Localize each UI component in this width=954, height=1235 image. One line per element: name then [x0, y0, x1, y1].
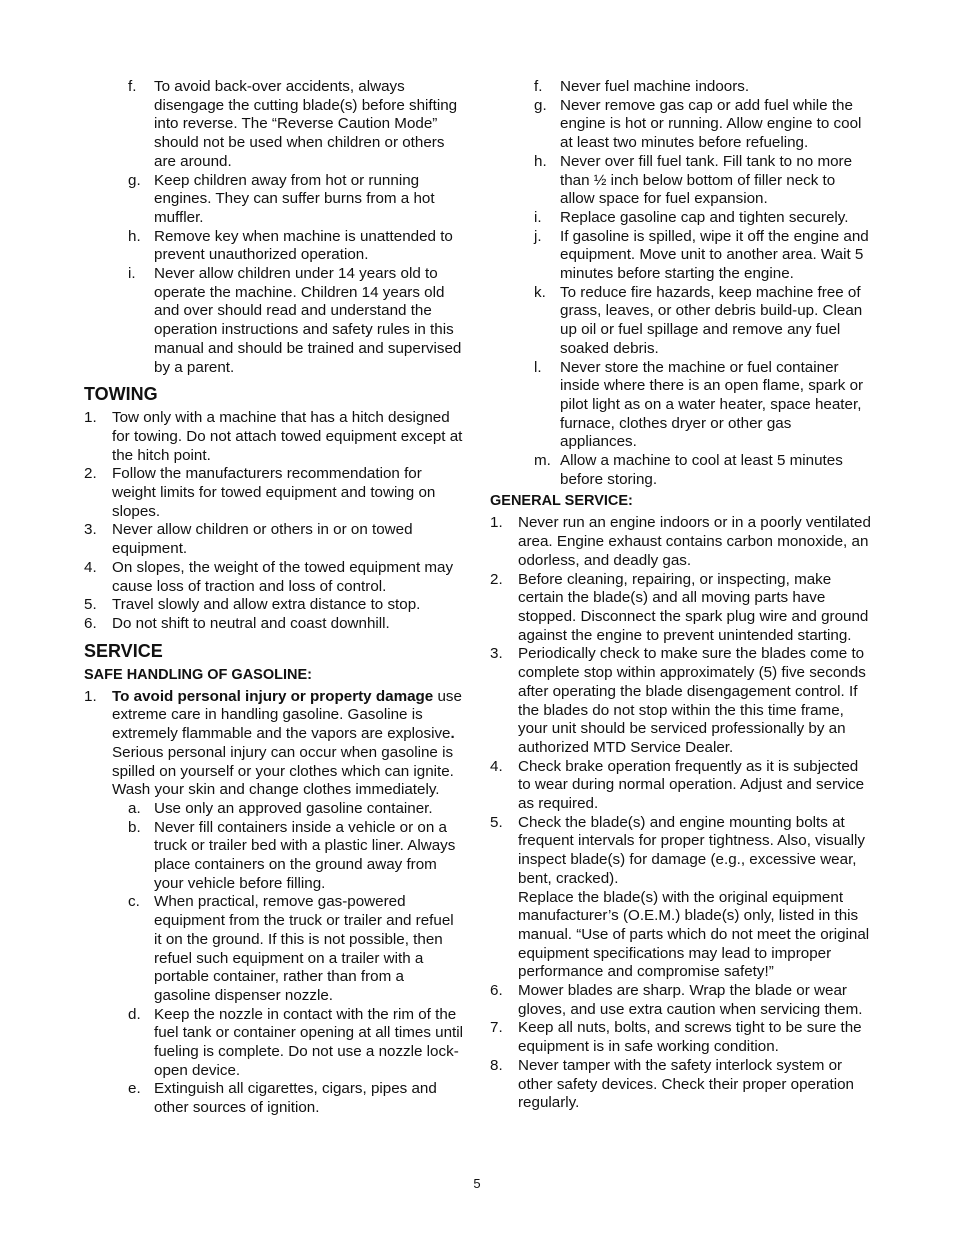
list-item-text: When practical, remove gas-powered equipment from the truck or trailer and refuel it on the ground. If this is not possible, then refuel such equipment on a trailer with a portable container, rather than from a gasoline dispenser nozzle. [154, 893, 454, 1004]
fuel-safety-list [490, 78, 872, 489]
list-marker: b. [128, 818, 141, 836]
list-item-text: Never over fill fuel tank. Fill tank to no more than ½ inch below bottom of filler neck to allow space for fuel expansion. [560, 152, 853, 208]
list-marker: f. [534, 78, 543, 95]
list-item [84, 465, 464, 521]
list-item [84, 1006, 464, 1081]
list-item [84, 559, 464, 596]
list-item-text: Remove key when machine is unattended to prevent unauthorized operation. [154, 227, 453, 264]
list-item-text: Keep children away from hot or running engines. They can suffer burns from a hot muffler. [154, 171, 435, 226]
list-item [490, 814, 872, 982]
list-item-text: Follow the manufacturers recommendation for weight limits for towed equipment and towing on slopes. [112, 465, 436, 520]
list-item-text: Never fill containers inside a vehicle or on a truck or trailer bed with a plastic liner. Always place containers on the ground away from your vehicle before filling. [154, 818, 456, 892]
list-marker: 2. [490, 570, 503, 588]
list-marker: 5. [490, 813, 503, 831]
list-item [84, 819, 464, 894]
list-item-text: Keep all nuts, bolts, and screws tight to be sure the equipment is in safe working condition. [518, 1019, 862, 1056]
list-item-text: Replace gasoline cap and tighten securely. [560, 208, 849, 226]
list-item-text: To reduce fire hazards, keep machine free of grass, leaves, or other debris build-up. Clean up oil or fuel spillage and remove any fuel soaked debris. [560, 283, 863, 357]
child-safety-list [84, 78, 464, 377]
list-item [84, 800, 464, 819]
right-column [490, 78, 872, 1113]
list-item-text: Periodically check to make sure the blades come to complete stop within approximately (5) five seconds after operating the blade disengagement control. If the blades do not stop within the this time frame, your unit should be serviced professionally by an authorized MTD Service Dealer. [518, 645, 866, 756]
list-item-continuation: Replace the blade(s) with the original equipment manufacturer’s (O.E.M.) blade(s) only, listed in this manual. “Use of parts which do not meet the original equipment specifications may lead to improper performance and compromise safety!” [518, 888, 870, 981]
left-column [84, 78, 464, 1118]
list-marker: c. [128, 893, 140, 911]
list-item-text: use extreme care in handling gasoline. Gasoline is extremely flammable and the vapors are explosive [112, 687, 462, 743]
list-item-text: Keep the nozzle in contact with the rim of the fuel tank or container opening at all times until fueling is complete. Do not use a nozzle lock-open device. [154, 1005, 463, 1079]
list-item-text: To avoid back-over accidents, always disengage the cutting blade(s) before shifting into reverse. The “Reverse Caution Mode” should not be used when children or others are around. [154, 78, 458, 170]
list-item-text: Never fuel machine indoors. [560, 78, 750, 95]
list-marker: i. [534, 208, 542, 226]
list-marker: l. [534, 358, 542, 376]
list-item [84, 688, 464, 800]
list-item [490, 1057, 872, 1113]
general-service-heading: GENERAL SERVICE: [490, 493, 633, 510]
list-item [84, 265, 464, 377]
gasoline-subheading: SAFE HANDLING OF GASOLINE: [84, 666, 312, 683]
gasoline-sub-list [84, 800, 464, 1118]
list-marker: h. [128, 227, 141, 245]
list-item [490, 452, 872, 489]
list-item [490, 153, 872, 209]
list-item [490, 645, 872, 757]
list-marker: 2. [84, 465, 97, 483]
list-item [490, 228, 872, 284]
list-item-text: If gasoline is spilled, wipe it off the engine and equipment. Move unit to another area. Wait 5 minutes before starting the engine. [560, 227, 869, 283]
list-item [84, 521, 464, 558]
list-item [490, 284, 872, 359]
list-item-text: Check the blade(s) and engine mounting bolts at frequent intervals for proper tightness. Also, visually inspect blade(s) for damage (e.g., excessive wear, bent, cracked). [518, 813, 865, 887]
list-item-text: Before cleaning, repairing, or inspecting, make certain the blade(s) and all moving parts have stopped. Disconnect the spark plug wire and ground against the engine to prevent unintended starting. [518, 570, 869, 644]
list-item [490, 514, 872, 570]
list-item [84, 893, 464, 1005]
list-marker: 8. [490, 1056, 503, 1074]
list-item-text: Check brake operation frequently as it is subjected to wear during normal operation. Adjust and service as required. [518, 757, 865, 813]
list-item-text: Extinguish all cigarettes, cigars, pipes and other sources of ignition. [154, 1080, 437, 1117]
list-item-text: Never run an engine indoors or in a poorly ventilated area. Engine exhaust contains carbon monoxide, an odorless, and deadly gas. [518, 514, 871, 569]
list-item-text: On slopes, the weight of the towed equipment may cause loss of traction and loss of control. [112, 558, 454, 595]
list-marker: d. [128, 1005, 141, 1023]
list-marker: 4. [490, 757, 503, 775]
list-marker: g. [534, 96, 547, 114]
list-marker: 4. [84, 558, 97, 576]
list-item [490, 1019, 872, 1056]
list-item-text: Do not shift to neutral and coast downhill. [112, 614, 390, 632]
warning-lead: To avoid personal injury or property damage [112, 687, 434, 705]
list-item [84, 78, 464, 172]
list-item-text: Travel slowly and allow extra distance to stop. [112, 596, 421, 614]
list-marker: i. [128, 265, 136, 283]
list-item-text: Never tamper with the safety interlock system or other safety devices. Check their proper operation regularly. [518, 1056, 854, 1112]
towing-heading: TOWING [84, 384, 158, 405]
list-marker: j. [534, 227, 542, 245]
list-marker: g. [128, 171, 141, 189]
list-marker: f. [128, 78, 137, 95]
list-item [490, 97, 872, 153]
list-item-text: Mower blades are sharp. Wrap the blade or wear gloves, and use extra caution when servicing them. [518, 982, 863, 1018]
towing-list [84, 409, 464, 633]
list-item-text: Use only an approved gasoline container. [154, 799, 433, 817]
bold-period: . [450, 725, 455, 743]
list-marker: h. [534, 152, 547, 170]
list-item [490, 758, 872, 814]
list-item [490, 359, 872, 453]
list-item [490, 571, 872, 646]
list-item [84, 1080, 464, 1117]
list-item-text: Never store the machine or fuel container inside where there is an open flame, spark or pilot light as on a water heater, space heater, furnace, clothes dryer or other gas appliances. [560, 358, 864, 451]
list-marker: 1. [84, 409, 97, 427]
list-marker: 5. [84, 596, 97, 614]
list-marker: e. [128, 1080, 141, 1098]
list-item [84, 228, 464, 265]
list-marker: 3. [490, 645, 503, 663]
list-item-text: Serious personal injury can occur when gasoline is spilled on yourself or your clothes which can ignite. Wash your skin and change clothes immediately. [112, 743, 454, 799]
list-item-text: Tow only with a machine that has a hitch designed for towing. Do not attach towed equipment except at the hitch point. [112, 409, 463, 464]
list-item [84, 172, 464, 228]
list-marker: a. [128, 799, 141, 817]
list-item-text: Never allow children or others in or on towed equipment. [112, 521, 413, 558]
list-item-text: Never allow children under 14 years old to operate the machine. Children 14 years old and over should read and understand the operation instructions and safety rules in this manual and should be trained and supervised by a parent. [154, 265, 462, 376]
list-marker: m. [534, 452, 551, 470]
list-item [84, 409, 464, 465]
page-number: 5 [473, 1176, 481, 1191]
list-marker: 1. [84, 687, 97, 705]
list-marker: 3. [84, 521, 97, 539]
list-marker: k. [534, 283, 546, 301]
list-item [84, 596, 464, 615]
list-item [84, 615, 464, 634]
list-item [490, 209, 872, 228]
list-item-text: Allow a machine to cool at least 5 minutes before storing. [560, 452, 843, 488]
list-marker: 6. [490, 982, 503, 1000]
list-item [490, 78, 872, 97]
list-item [490, 982, 872, 1019]
list-marker: 7. [490, 1019, 503, 1037]
general-service-list [490, 514, 872, 1113]
service-heading: SERVICE [84, 640, 163, 661]
list-item-text: Never remove gas cap or add fuel while the engine is hot or running. Allow engine to cool at least two minutes before refueling. [560, 96, 862, 152]
list-marker: 1. [490, 514, 503, 532]
list-marker: 6. [84, 614, 97, 632]
